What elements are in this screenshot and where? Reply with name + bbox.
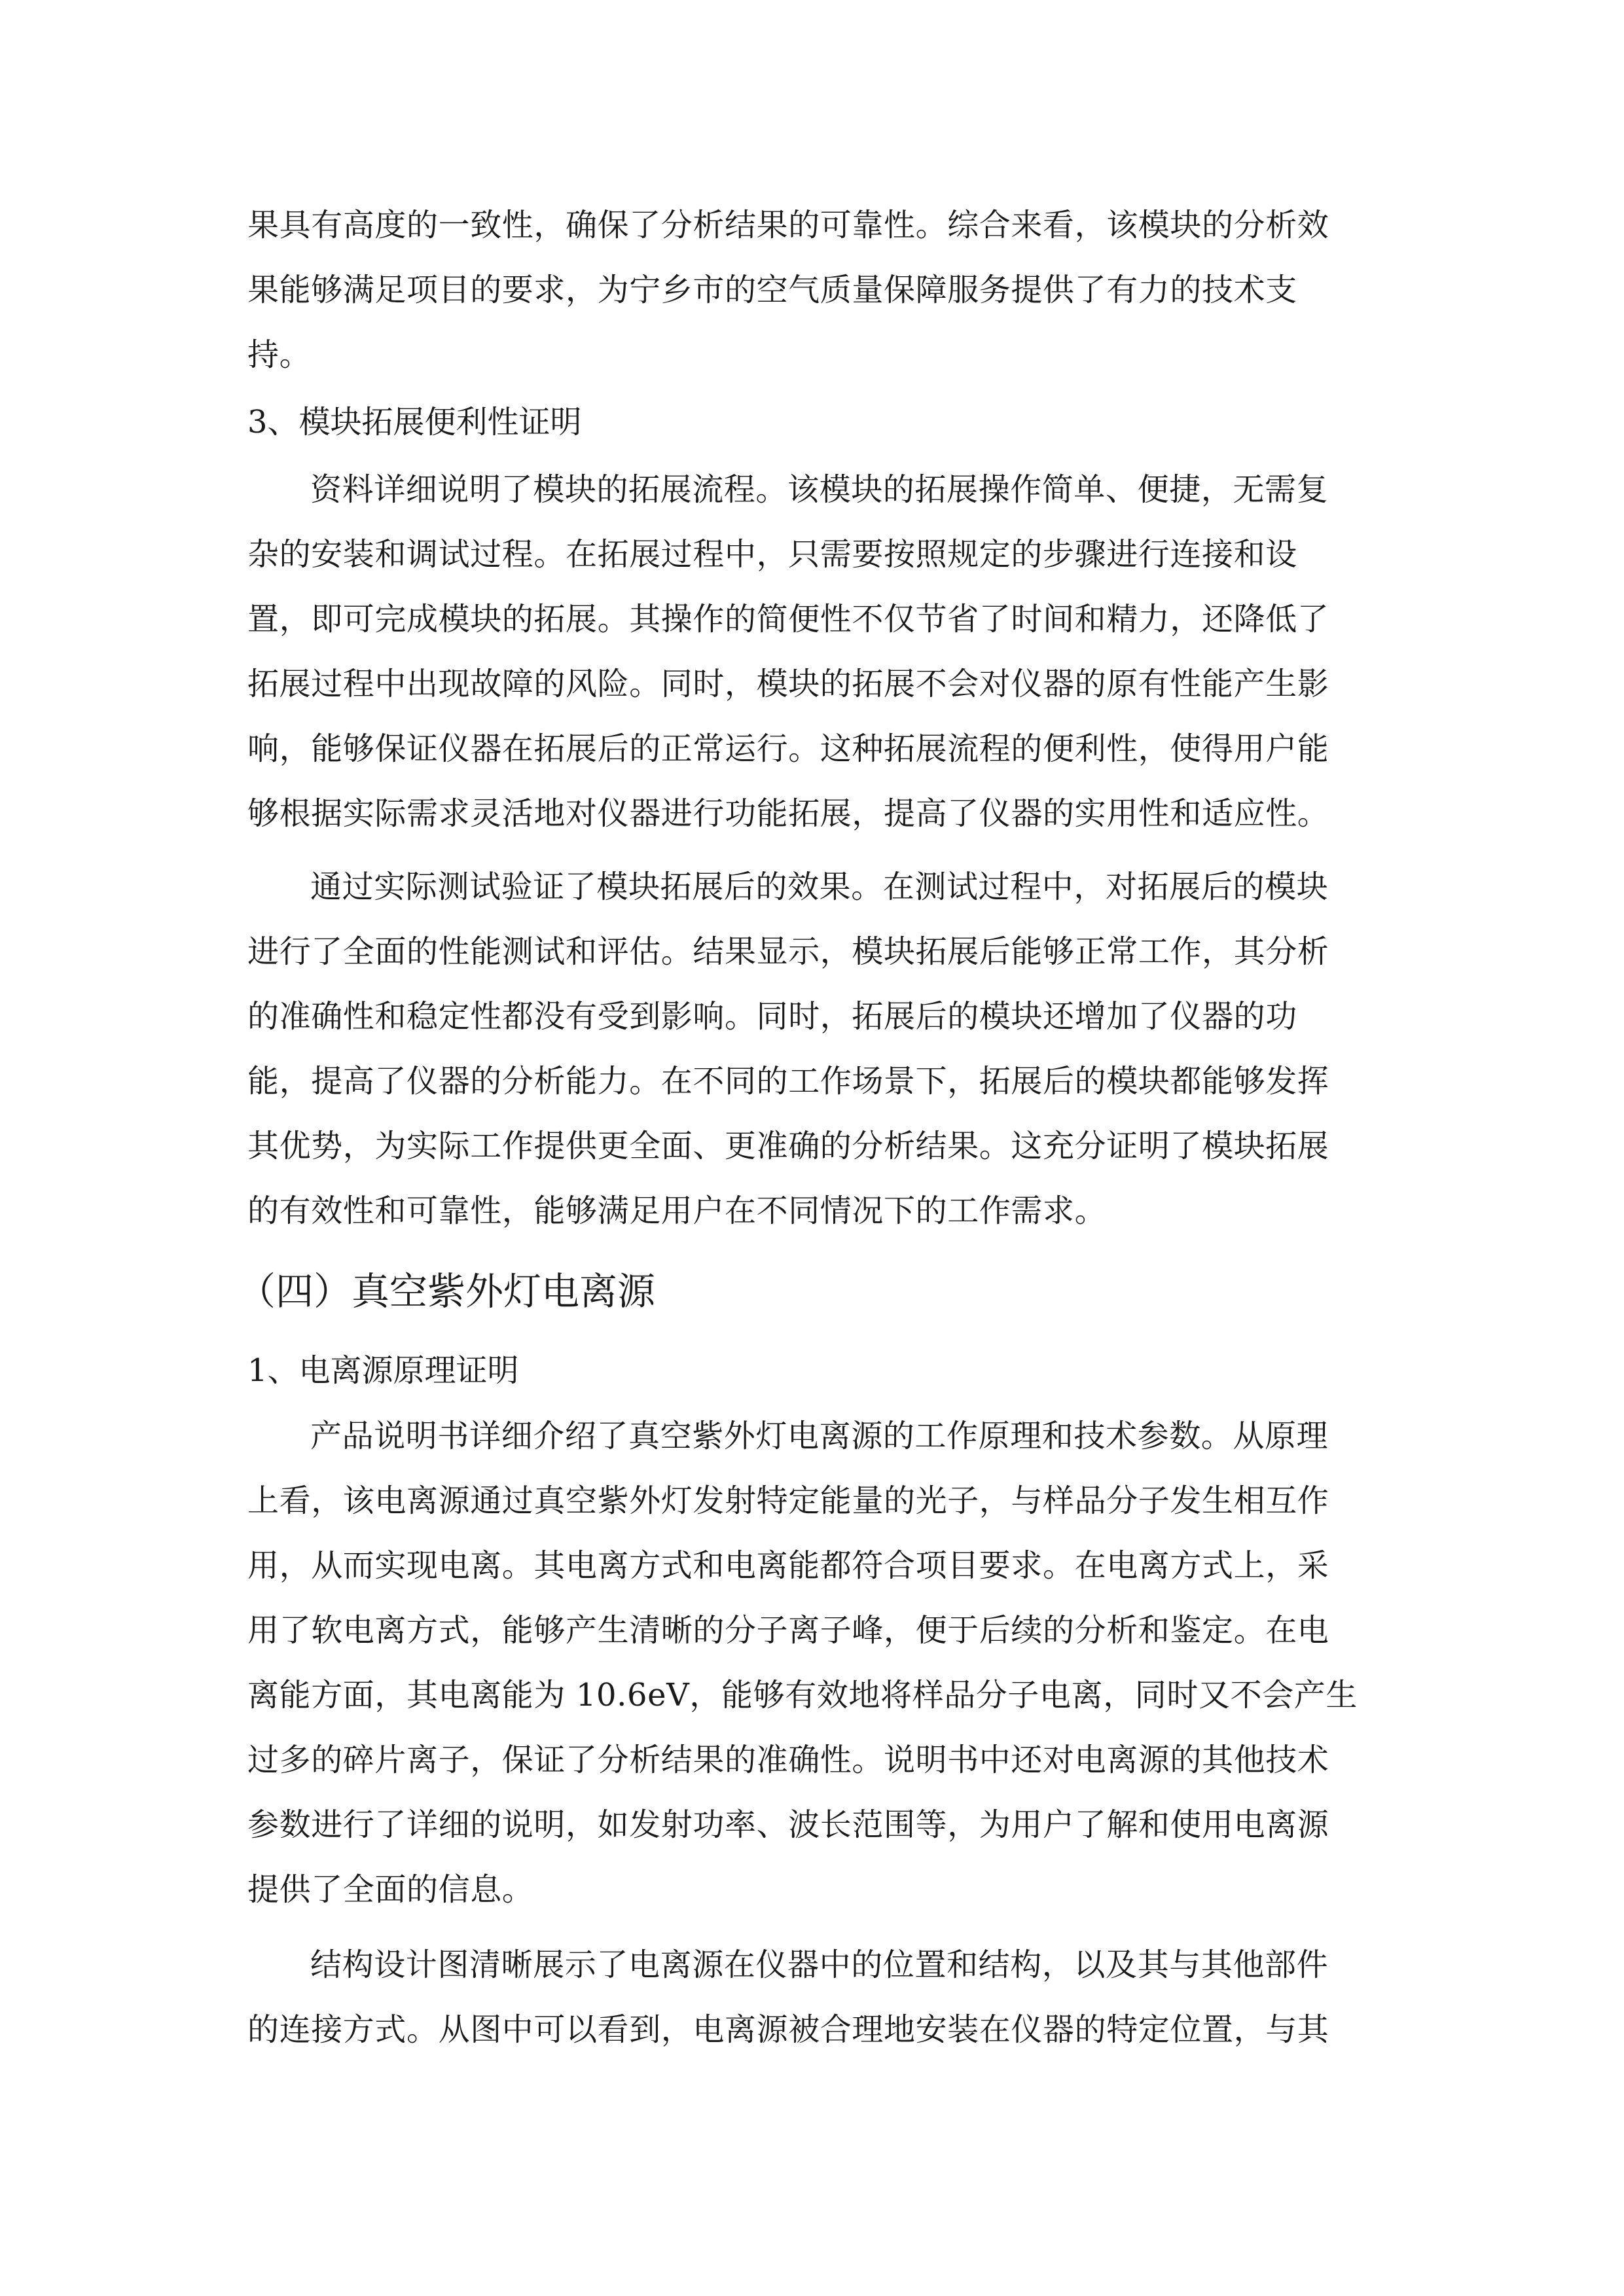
paragraph-line: 的连接方式。从图中可以看到，电离源被合理地安装在仪器的特定位置，与其 xyxy=(247,2011,1329,2048)
paragraph-line: 产品说明书详细介绍了真空紫外灯电离源的工作原理和技术参数。从原理 xyxy=(310,1418,1329,1454)
paragraph-line: 结构设计图清晰展示了电离源在仪器中的位置和结构，以及其与其他部件 xyxy=(310,1946,1329,1983)
paragraph-line: 能，提高了仪器的分析能力。在不同的工作场景下，拓展后的模块都能够发挥 xyxy=(247,1063,1329,1100)
paragraph-line: 进行了全面的性能测试和评估。结果显示，模块拓展后能够正常工作，其分析 xyxy=(247,933,1329,970)
paragraph-line: 离能方面，其电离能为 10.6eV，能够有效地将样品分子电离，同时又不会产生 xyxy=(247,1677,1358,1713)
paragraph-line: 通过实际测试验证了模块拓展后的效果。在测试过程中，对拓展后的模块 xyxy=(310,869,1329,905)
paragraph-line: 的准确性和稳定性都没有受到影响。同时，拓展后的模块还增加了仪器的功 xyxy=(247,998,1297,1035)
paragraph-line: 持。 xyxy=(247,336,312,373)
paragraph-line: 上看，该电离源通过真空紫外灯发射特定能量的光子，与样品分子发生相互作 xyxy=(247,1482,1329,1519)
paragraph-line: 资料详细说明了模块的拓展流程。该模块的拓展操作简单、便捷，无需复 xyxy=(310,471,1329,508)
subsection-heading: 1、电离源原理证明 xyxy=(247,1352,519,1389)
paragraph-line: 杂的安装和调试过程。在拓展过程中，只需要按照规定的步骤进行连接和设 xyxy=(247,536,1297,573)
paragraph-line: 用了软电离方式，能够产生清晰的分子离子峰，便于后续的分析和鉴定。在电 xyxy=(247,1612,1329,1649)
subsection-heading: 3、模块拓展便利性证明 xyxy=(247,404,582,440)
paragraph-line: 提供了全面的信息。 xyxy=(247,1871,534,1908)
paragraph-line: 的有效性和可靠性，能够满足用户在不同情况下的工作需求。 xyxy=(247,1193,1107,1229)
paragraph-line: 果具有高度的一致性，确保了分析结果的可靠性。综合来看，该模块的分析效 xyxy=(247,207,1329,243)
paragraph-line: 响，能够保证仪器在拓展后的正常运行。这种拓展流程的便利性，使得用户能 xyxy=(247,730,1329,767)
section-heading: （四）真空紫外灯电离源 xyxy=(238,1269,656,1314)
paragraph-line: 果能够满足项目的要求，为宁乡市的空气质量保障服务提供了有力的技术支 xyxy=(247,272,1297,308)
paragraph-line: 其优势，为实际工作提供更全面、更准确的分析结果。这充分证明了模块拓展 xyxy=(247,1128,1329,1164)
paragraph-line: 拓展过程中出现故障的风险。同时，模块的拓展不会对仪器的原有性能产生影 xyxy=(247,666,1329,702)
paragraph-line: 置，即可完成模块的拓展。其操作的简便性不仅节省了时间和精力，还降低了 xyxy=(247,601,1329,637)
paragraph-line: 够根据实际需求灵活地对仪器进行功能拓展，提高了仪器的实用性和适应性。 xyxy=(247,795,1329,832)
paragraph-line: 过多的碎片离子，保证了分析结果的准确性。说明书中还对电离源的其他技术 xyxy=(247,1742,1329,1778)
paragraph-line: 用，从而实现电离。其电离方式和电离能都符合项目要求。在电离方式上，采 xyxy=(247,1547,1329,1584)
paragraph-line: 参数进行了详细的说明，如发射功率、波长范围等，为用户了解和使用电离源 xyxy=(247,1806,1329,1843)
